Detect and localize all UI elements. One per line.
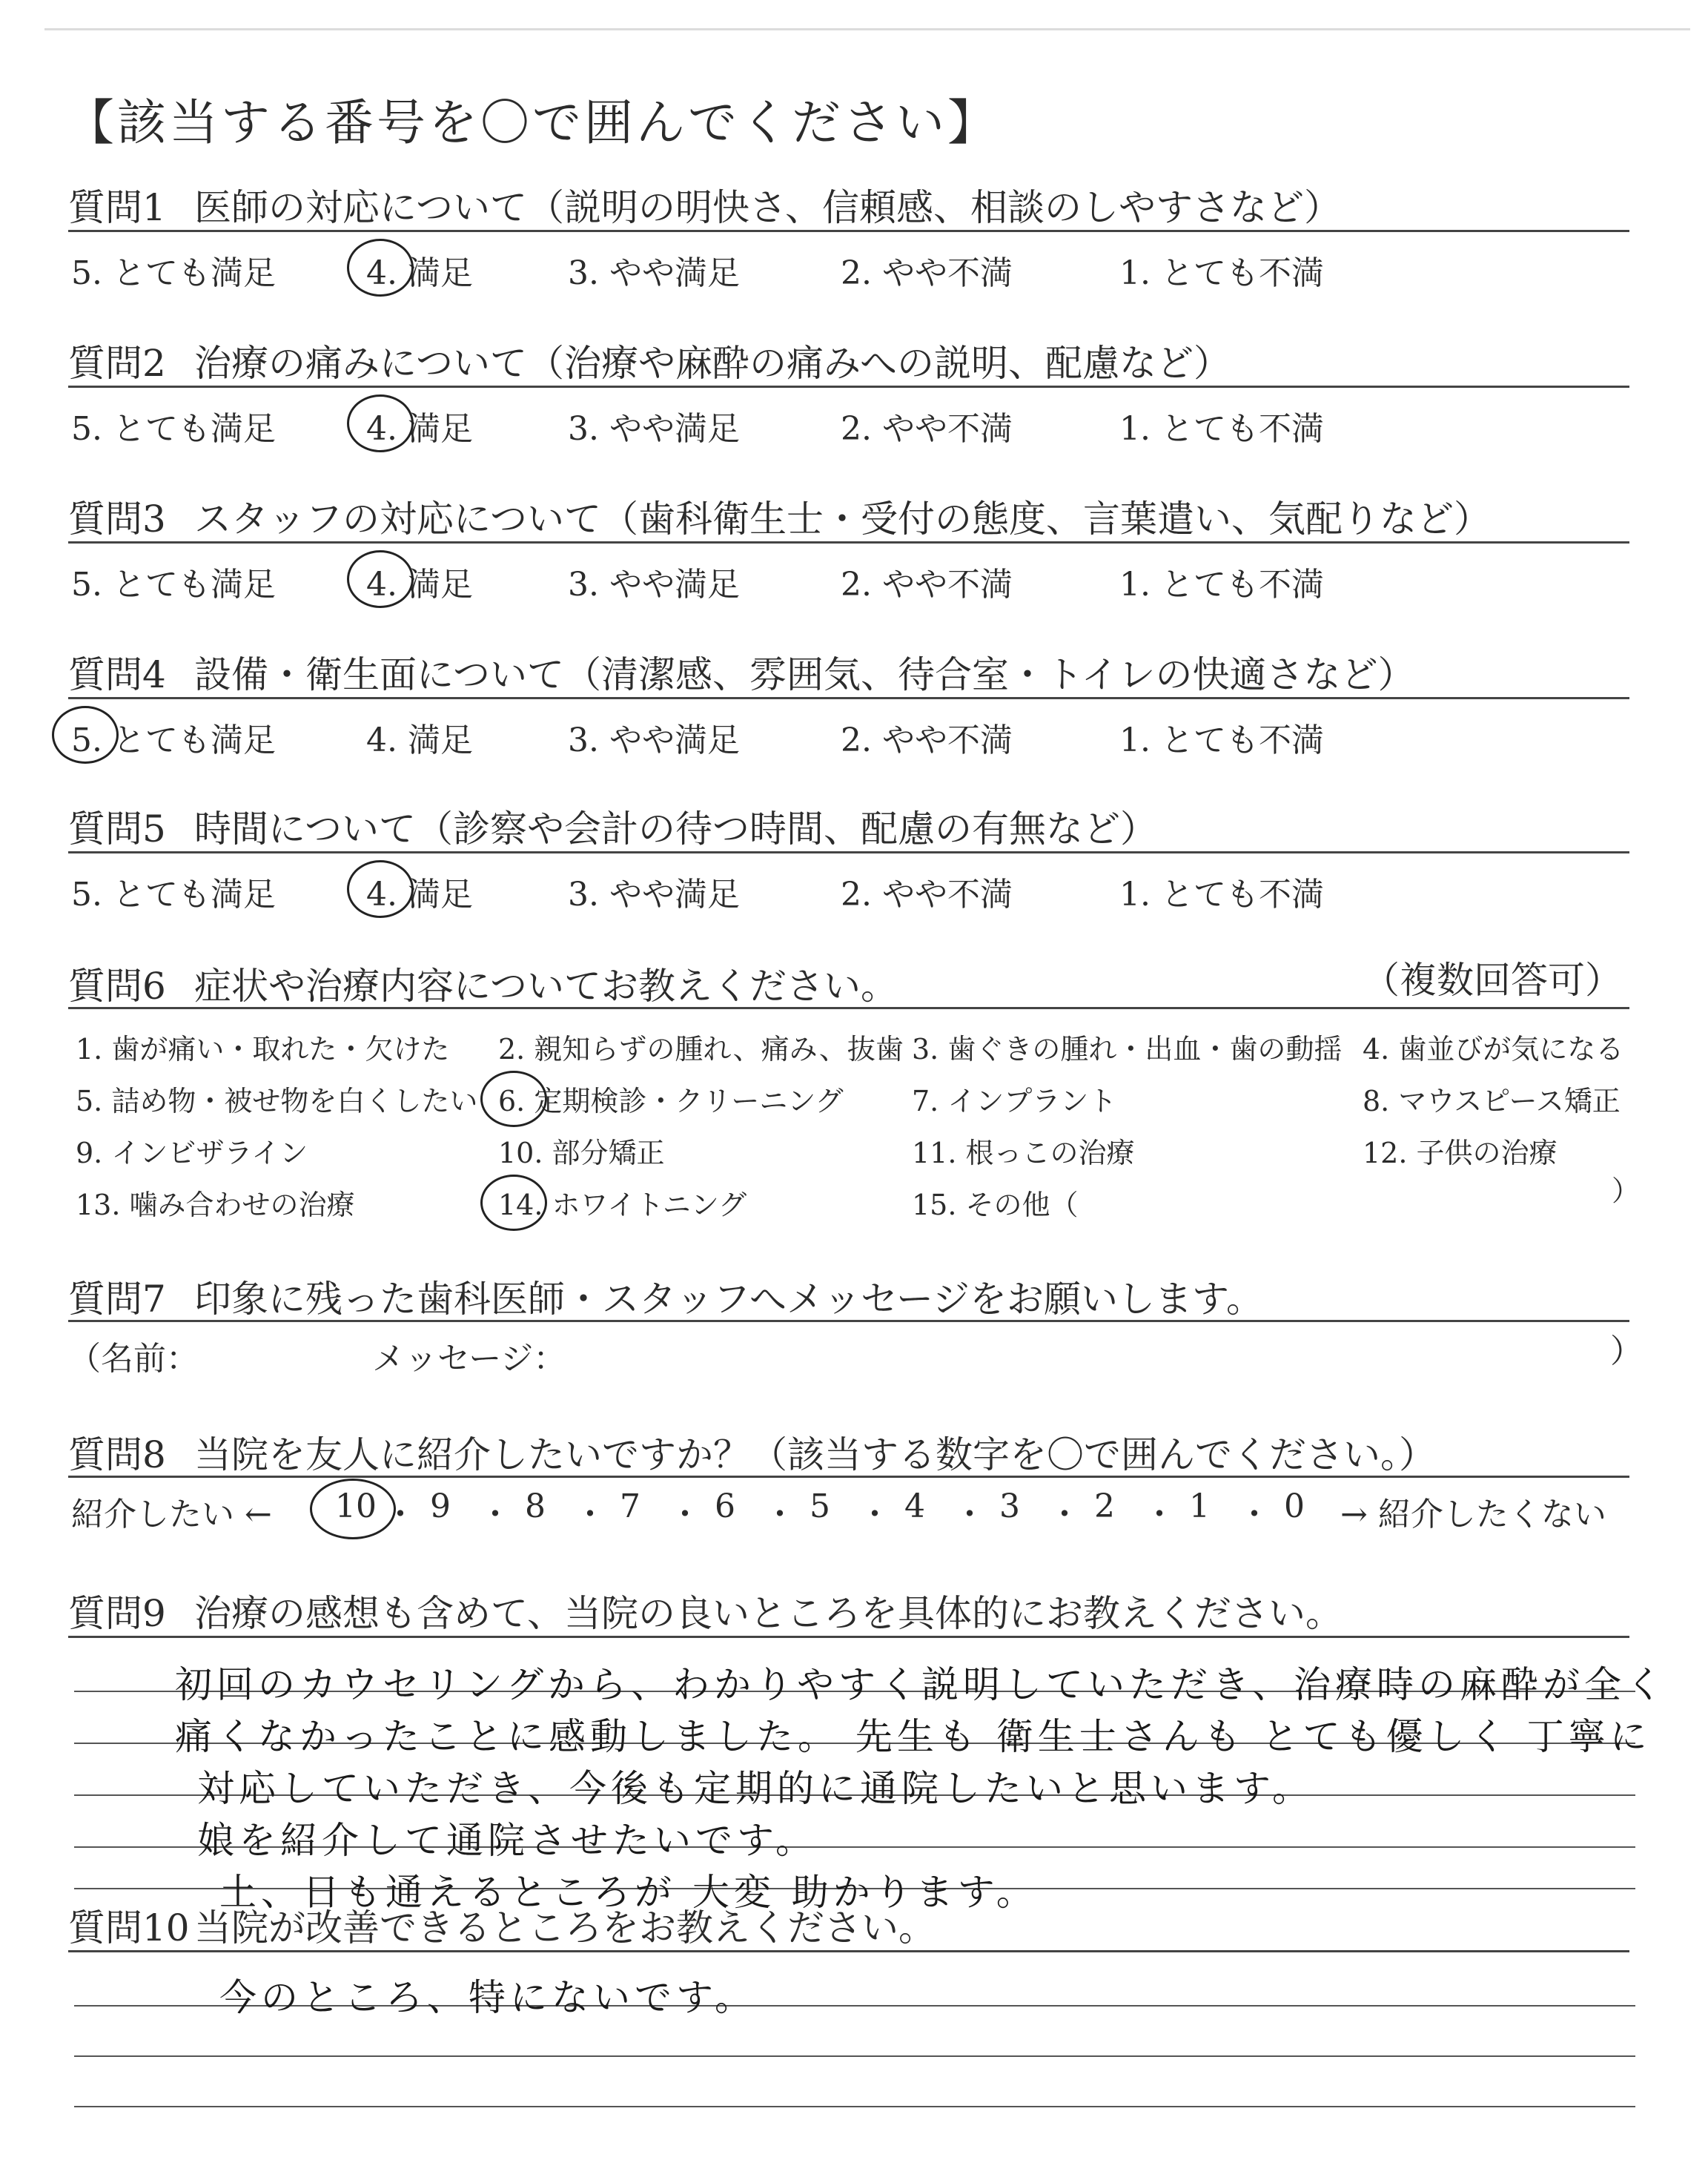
q8-scale-value: 0 <box>1284 1487 1305 1525</box>
q10-label: 質問10 <box>68 1906 190 1949</box>
q8-left-label: 紹介したい ← <box>71 1496 272 1533</box>
selected-answer-circle <box>347 239 414 297</box>
q9-rule <box>68 1636 1629 1638</box>
question-label: 質問1 <box>68 186 166 229</box>
q8-scale-value: 8 <box>525 1487 546 1525</box>
answer-line <box>74 2055 1635 2057</box>
q6-option: 1. 歯が痛い・取れた・欠けた <box>76 1033 450 1066</box>
q8-rule <box>68 1476 1629 1478</box>
selected-answer-circle <box>480 1175 547 1231</box>
q9-heading <box>68 1584 1343 1637</box>
q10-text: 当院が改善できるところをお教えください。 <box>194 1906 936 1949</box>
rating-option: 4. 満足 <box>366 410 473 448</box>
question-label: 質問3 <box>68 498 166 541</box>
q8-scale-value: 7 <box>620 1487 640 1525</box>
rating-option: 2. やや不満 <box>841 410 1013 448</box>
q8-right-label: → 紹介したくない <box>1340 1496 1606 1533</box>
q8-scale-separator: ・ <box>953 1496 986 1533</box>
q8-heading <box>68 1425 1436 1479</box>
q8-scale-separator: ・ <box>574 1496 606 1533</box>
q8-scale-separator: ・ <box>764 1496 796 1533</box>
rating-option: 5. とても満足 <box>71 254 276 292</box>
q7-name-label: （名前： <box>68 1340 199 1378</box>
page-title: 【該当する番号を〇で囲んでください】 <box>65 94 999 151</box>
rating-option: 5. とても満足 <box>71 721 276 759</box>
rating-option: 1. とても不満 <box>1119 876 1324 914</box>
q9-label: 質問9 <box>68 1592 166 1635</box>
handwritten-answer-line: 今のところ、特にないです。 <box>219 1976 756 2019</box>
q6-option: 7. インプラント <box>912 1085 1117 1117</box>
question-label: 質問4 <box>68 653 166 696</box>
q6-label: 質問6 <box>68 965 166 1008</box>
question-5-rule <box>68 851 1629 853</box>
question-label: 質問2 <box>68 342 166 385</box>
q6-text: 症状や治療内容についてお教えください。 <box>194 965 898 1008</box>
rating-option: 3. やや満足 <box>568 410 740 448</box>
q6-option: 2. 親知らずの腫れ、痛み、抜歯 <box>498 1033 904 1066</box>
page-top-edge <box>44 28 1690 30</box>
rating-option: 3. やや満足 <box>568 876 740 914</box>
rating-option: 5. とても満足 <box>71 410 276 448</box>
selected-answer-circle <box>52 706 119 764</box>
q6-option: 14. ホワイトニング <box>498 1189 747 1221</box>
question-2-heading <box>68 334 1231 387</box>
q6-rule <box>68 1007 1629 1009</box>
question-3-heading <box>68 489 1491 543</box>
question-text: 設備・衛生面について（清潔感、雰囲気、待合室・トイレの快適さなど） <box>194 653 1415 696</box>
q6-option: 9. インビザライン <box>76 1137 308 1169</box>
rating-option: 4. 満足 <box>366 876 473 914</box>
handwritten-answer-line: 土、日も通えるところが 大変 助かります。 <box>219 1871 1038 1914</box>
q7-text: 印象に残った歯科医師・スタッフへメッセージをお願いします。 <box>194 1278 1263 1321</box>
selected-answer-circle <box>347 394 414 452</box>
q6-option: 11. 根っこの治療 <box>912 1137 1135 1169</box>
q8-label: 質問8 <box>68 1433 166 1476</box>
q8-scale-value: 10 <box>335 1487 377 1525</box>
q8-text: 当院を友人に紹介したいですか？（該当する数字を〇で囲んでください。） <box>194 1433 1436 1476</box>
q6-note: （複数回答可） <box>1363 959 1622 1002</box>
q8-scale-separator: ・ <box>858 1496 891 1533</box>
q8-scale-separator: ・ <box>384 1496 417 1533</box>
rating-option: 3. やや満足 <box>568 721 740 759</box>
q8-scale-value: 4 <box>904 1487 925 1525</box>
q8-scale-separator: ・ <box>1238 1496 1271 1533</box>
rating-option: 4. 満足 <box>366 566 473 604</box>
q6-option: 8. マウスピース矯正 <box>1363 1085 1621 1117</box>
handwritten-answer-line: 初回のカウセリングから、わかりやすく説明していただき、治療時の麻酔が全く <box>175 1663 1667 1706</box>
question-text: 医師の対応について（説明の明快さ、信頼感、相談のしやすさなど） <box>194 186 1341 229</box>
rating-option: 5. とても満足 <box>71 876 276 914</box>
question-text: 時間について（診察や会計の待つ時間、配慮の有無など） <box>194 807 1157 851</box>
q8-scale-separator: ・ <box>1143 1496 1176 1533</box>
q8-scale-separator: ・ <box>669 1496 701 1533</box>
selected-answer-circle <box>347 550 414 608</box>
q6-heading <box>68 957 898 1010</box>
q10-rule <box>68 1950 1629 1952</box>
handwritten-answer-line: 娘を紹介して通院させたいです。 <box>197 1819 817 1862</box>
selected-answer-circle <box>347 860 414 918</box>
q8-scale-value: 9 <box>430 1487 451 1525</box>
handwritten-answer-line: 対応していただき、今後も定期的に通院したいと思います。 <box>197 1767 1314 1810</box>
question-label: 質問5 <box>68 807 166 851</box>
q6-option: 4. 歯並びが気になる <box>1363 1033 1624 1066</box>
question-3-rule <box>68 541 1629 544</box>
q7-heading <box>68 1269 1263 1323</box>
rating-option: 1. とても不満 <box>1119 566 1324 604</box>
q6-close-paren: ） <box>1612 1175 1641 1207</box>
question-text: 治療の痛みについて（治療や麻酔の痛みへの説明、配慮など） <box>194 342 1231 385</box>
q6-option: 12. 子供の治療 <box>1363 1137 1558 1169</box>
q6-option: 5. 詰め物・被せ物を白くしたい <box>76 1085 478 1117</box>
selected-answer-circle <box>480 1071 547 1127</box>
q6-option: 3. 歯ぐきの腫れ・出血・歯の動揺 <box>912 1033 1343 1066</box>
rating-option: 1. とても不満 <box>1119 410 1324 448</box>
rating-option: 2. やや不満 <box>841 566 1013 604</box>
q8-scale-value: 1 <box>1189 1487 1210 1525</box>
rating-option: 3. やや満足 <box>568 566 740 604</box>
q8-scale-separator: ・ <box>1048 1496 1081 1533</box>
rating-option: 4. 満足 <box>366 254 473 292</box>
q7-label: 質問7 <box>68 1278 166 1321</box>
question-1-rule <box>68 230 1629 232</box>
rating-option: 2. やや不満 <box>841 876 1013 914</box>
q8-scale-value: 2 <box>1094 1487 1115 1525</box>
q7-close-paren: ） <box>1610 1332 1643 1370</box>
question-text: スタッフの対応について（歯科衛生士・受付の態度、言葉遣い、気配りなど） <box>194 498 1491 541</box>
rating-option: 1. とても不満 <box>1119 254 1324 292</box>
q6-option: 6. 定期検診・クリーニング <box>498 1085 844 1117</box>
q7-message-label: メッセージ： <box>372 1340 566 1378</box>
question-2-rule <box>68 386 1629 388</box>
q6-option: 10. 部分矯正 <box>498 1137 665 1169</box>
question-4-heading <box>68 645 1415 698</box>
handwritten-answer-line: 痛くなかったことに感動しました。 先生も 衛生士さんも とても優しく 丁寧に <box>175 1715 1652 1758</box>
q6-option: 13. 噛み合わせの治療 <box>76 1189 355 1221</box>
selected-answer-circle <box>310 1479 396 1539</box>
rating-option: 5. とても満足 <box>71 566 276 604</box>
rating-option: 1. とても不満 <box>1119 721 1324 759</box>
rating-option: 4. 満足 <box>366 721 473 759</box>
question-5-heading <box>68 799 1157 853</box>
q10-heading <box>68 1898 936 1952</box>
q8-scale-value: 6 <box>715 1487 735 1525</box>
answer-line <box>74 2106 1635 2107</box>
rating-option: 2. やや不満 <box>841 254 1013 292</box>
question-4-rule <box>68 697 1629 699</box>
q7-rule <box>68 1320 1629 1322</box>
q8-scale-separator: ・ <box>479 1496 512 1533</box>
rating-option: 3. やや満足 <box>568 254 740 292</box>
rating-option: 2. やや不満 <box>841 721 1013 759</box>
q9-text: 治療の感想も含めて、当院の良いところを具体的にお教えください。 <box>194 1592 1343 1635</box>
q8-scale-value: 5 <box>810 1487 830 1525</box>
q6-option: 15. その他（ <box>912 1189 1079 1221</box>
question-1-heading <box>68 178 1341 231</box>
q8-scale-value: 3 <box>999 1487 1020 1525</box>
